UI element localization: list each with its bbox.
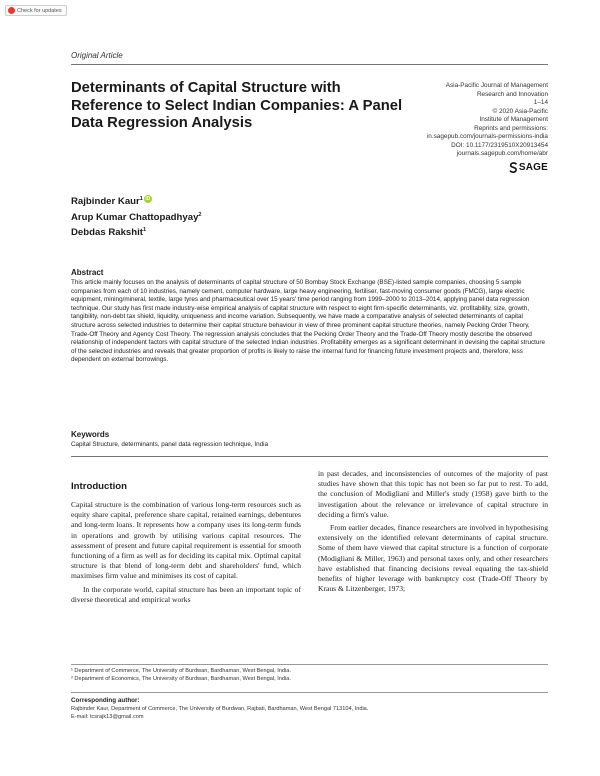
keywords-heading: Keywords [71, 430, 110, 439]
author-list [71, 193, 201, 240]
paper-title: Determinants of Capital Structure with Reference to Select Indian Companies: A Panel Data Regression Analysis [71, 80, 403, 131]
journal-meta [368, 82, 548, 159]
author-name: Rajbinder Kaur [71, 196, 140, 208]
author-2 [71, 209, 201, 225]
author-1 [71, 193, 201, 209]
abstract-heading: Abstract [71, 268, 104, 277]
journal-name-line-1: Asia-Pacific Journal of Management [445, 82, 548, 89]
copyright-line-1: © 2020 Asia-Pacific [492, 107, 548, 115]
affiliation-1: ¹ Department of Commerce, The University of Burdwan, Bardhaman, West Bengal, India. [71, 668, 291, 674]
body-paragraph: in past decades, and inconsistencies of outcomes of the majority of past studies have shown that this topic has not been so far put to rest. To add, the conclusion of Modigliani and Miller's study (1958) gave birth to the investigation about the relevance or irrelevance of capital structure in deciding a firm's value. [318, 469, 548, 519]
check-for-updates-badge[interactable] [5, 5, 67, 16]
footnote-divider [71, 664, 548, 665]
permissions-link[interactable]: in.sagepub.com/journals-permissions-india [426, 133, 548, 140]
affiliation-2: ² Department of Economics, The University of Burdwan, Bardhaman, West Bengal, India. [71, 676, 291, 682]
introduction-heading: Introduction [71, 481, 127, 492]
corresponding-divider [71, 692, 548, 693]
sage-logo-icon [509, 162, 518, 173]
check-for-updates-icon [8, 7, 15, 14]
author-affiliation-mark: 2 [198, 211, 202, 218]
copyright-line-2: Institute of Management [479, 116, 548, 123]
author-affiliation-mark: 1 [139, 196, 143, 202]
reprints-label: Reprints and permissions: [474, 124, 548, 132]
corresponding-author-email[interactable]: E-mail: tcsrajk13@gmail.com [71, 714, 144, 720]
body-paragraph: In the corporate world, capital structure has been an important topic of diverse theoretical and empirical works [71, 584, 301, 604]
body-paragraph: From earlier decades, finance researchers are involved in hypothesising extensively on the identified relevant determinants of capital structure. Some of them have viewed that capital structure is a function of corporate (Modigliani & Miller, 1963) and personal taxes only, and other researchers have established that financing decisions reveal equating the tax-shield benefits of higher leverage with bankruptcy cost (Trade-Off Theory by Kraus & Litzenberger, 1973; [318, 523, 548, 594]
journal-home-link[interactable]: journals.sagepub.com/home/abr [456, 150, 548, 157]
check-for-updates-label: Check for updates [17, 7, 62, 14]
abstract-text: This article mainly focuses on the analysis of determinants of capital structure of 50 Bombay Stock Exchange (BSE)-listed sample companies, choosing 5 sample companies from each of 10 industries, namely cement, computer hardware, large heavy engineering, fertiliser, fast-moving consumer goods (FMCG), large electric equipment, mining/mineral, textile, large tyres and pharmaceutical over 15 years' time period ranging from 1999–2000 to 2013–2014, applying panel data regression technique. Our study has first made industry-wise empirical analysis of capital structure with respect to eight firm-specific determinants, viz. profitability, size, growth, tangibility, non-debt tax shield, liquidity, uniqueness and income variation. Subsequently, we have made a comparative analysis of selected determinants of capital structure across selected industries to determine their capital structure behaviour in view of three prominent capital structure theories, namely Pecking Order Theory, Trade-Off Theory and Agency Cost Theory. The regression analysis concludes that the Pecking Order Theory and the Trade-Off Theory mostly describe the observed relationship of independent factors with capital structure of the selected Indian industries. Profitability emerges as a significant determinant in devising the capital structure of the selected industries and reveals that greater proportion of profits is likely to raise the internal fund for financing future investment projects and, therefore, less dependent on external borrowings. [71, 279, 546, 364]
corresponding-author-address: Rajbinder Kaur, Department of Commerce, The University of Burdwan, Rajbati, Bardhaman, West Bengal 713104, India. [71, 706, 369, 712]
corresponding-author-heading: Corresponding author: [71, 697, 140, 704]
orcid-icon[interactable]: iD [145, 196, 151, 203]
section-divider [71, 456, 548, 457]
publisher-name: SAGE [518, 162, 548, 173]
author-affiliation-mark: 1 [142, 227, 147, 234]
author-3 [71, 224, 201, 240]
page-range: 1–14 [533, 99, 548, 106]
header-divider [71, 64, 548, 65]
publisher-logo [509, 162, 548, 173]
keywords-text: Capital Structure, determinants, panel data regression technique, India [71, 441, 269, 448]
author-name: Debdas Rakshit [71, 227, 143, 239]
author-name: Arup Kumar Chattopadhyay [71, 211, 199, 223]
journal-name-line-2: Research and Innovation [476, 90, 548, 98]
body-column-left [71, 500, 301, 605]
doi-link[interactable]: DOI: 10.1177/2319510X20913454 [451, 141, 548, 149]
article-type: Original Article [71, 51, 123, 60]
body-column-right [318, 469, 548, 594]
body-paragraph: Capital structure is the combination of various long-term resources such as equity share capital, preference share capital, retained earnings, debentures and long-term loans. It represents how a company uses its long-term funds in operations and growth by utilising various capital resources. The assessment of present and future capital requirement is essential for smooth functioning of a firm as well as for deciding its capital mix. Optimal capital structure is that blend of long-term debt and shareholders' fund, which maximises firm value and minimises its cost of capital. [71, 500, 301, 581]
